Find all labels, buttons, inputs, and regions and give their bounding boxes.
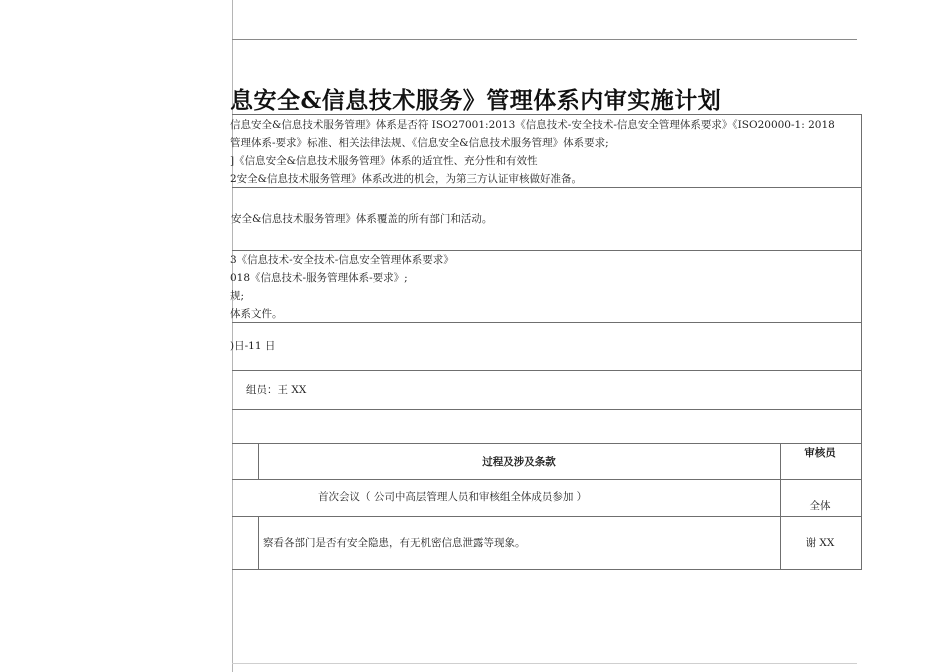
schedule-header-row bbox=[232, 443, 862, 479]
document-title: 息安全&信息技术服务》管理体系内审实施计划 bbox=[230, 87, 722, 114]
objective-line: ]《信息安全&信息技术服务管理》体系的适宜性、充分性和有效性 bbox=[230, 155, 538, 167]
schedule-row bbox=[232, 479, 862, 516]
date-section bbox=[232, 322, 862, 370]
blank-row bbox=[232, 409, 862, 443]
row-content: 首次会议（ 公司中高层管理人员和审核组全体成员参加 ） bbox=[318, 491, 588, 503]
row-auditor: 全体 bbox=[809, 500, 831, 512]
process-header: 过程及涉及条款 bbox=[482, 456, 556, 468]
basis-line: 规; bbox=[230, 290, 245, 302]
column-divider bbox=[258, 516, 259, 570]
auditor-header: 审核员 bbox=[804, 447, 836, 459]
schedule-row bbox=[232, 516, 862, 570]
audit-date: )日-11 日 bbox=[230, 340, 276, 352]
basis-line: 018《信息技术-服务管理体系-要求》; bbox=[230, 272, 408, 284]
objective-line: 2安全&信息技术服务管理》体系改进的机会，为第三方认证审核做好准备。 bbox=[230, 173, 583, 185]
scope-text: 安全&信息技术服务管理》体系覆盖的所有部门和活动。 bbox=[231, 213, 493, 225]
objective-line: 信息安全&信息技术服务管理》体系是否符 ISO27001:2013《信息技术-安全技术-信息安全管理体系要求》《ISO20000-1: 2018 bbox=[230, 119, 835, 131]
footer-rule bbox=[232, 663, 857, 664]
row-auditor: 谢 XX bbox=[805, 537, 835, 549]
basis-line: 体系文件。 bbox=[230, 308, 283, 320]
team-members: 组员：王 XX bbox=[246, 384, 307, 396]
team-section bbox=[232, 370, 862, 409]
scope-section bbox=[232, 187, 862, 250]
basis-line: 3《信息技术-安全技术-信息安全管理体系要求》 bbox=[230, 254, 454, 266]
basis-section bbox=[232, 250, 862, 322]
header-rule bbox=[232, 39, 857, 40]
row-content: 察看各部门是否有安全隐患，有无机密信息泄露等现象。 bbox=[263, 537, 526, 549]
objective-section bbox=[232, 114, 862, 187]
objective-line: 管理体系-要求》标准、相关法律法规、《信息安全&信息技术服务管理》体系要求; bbox=[230, 137, 609, 149]
